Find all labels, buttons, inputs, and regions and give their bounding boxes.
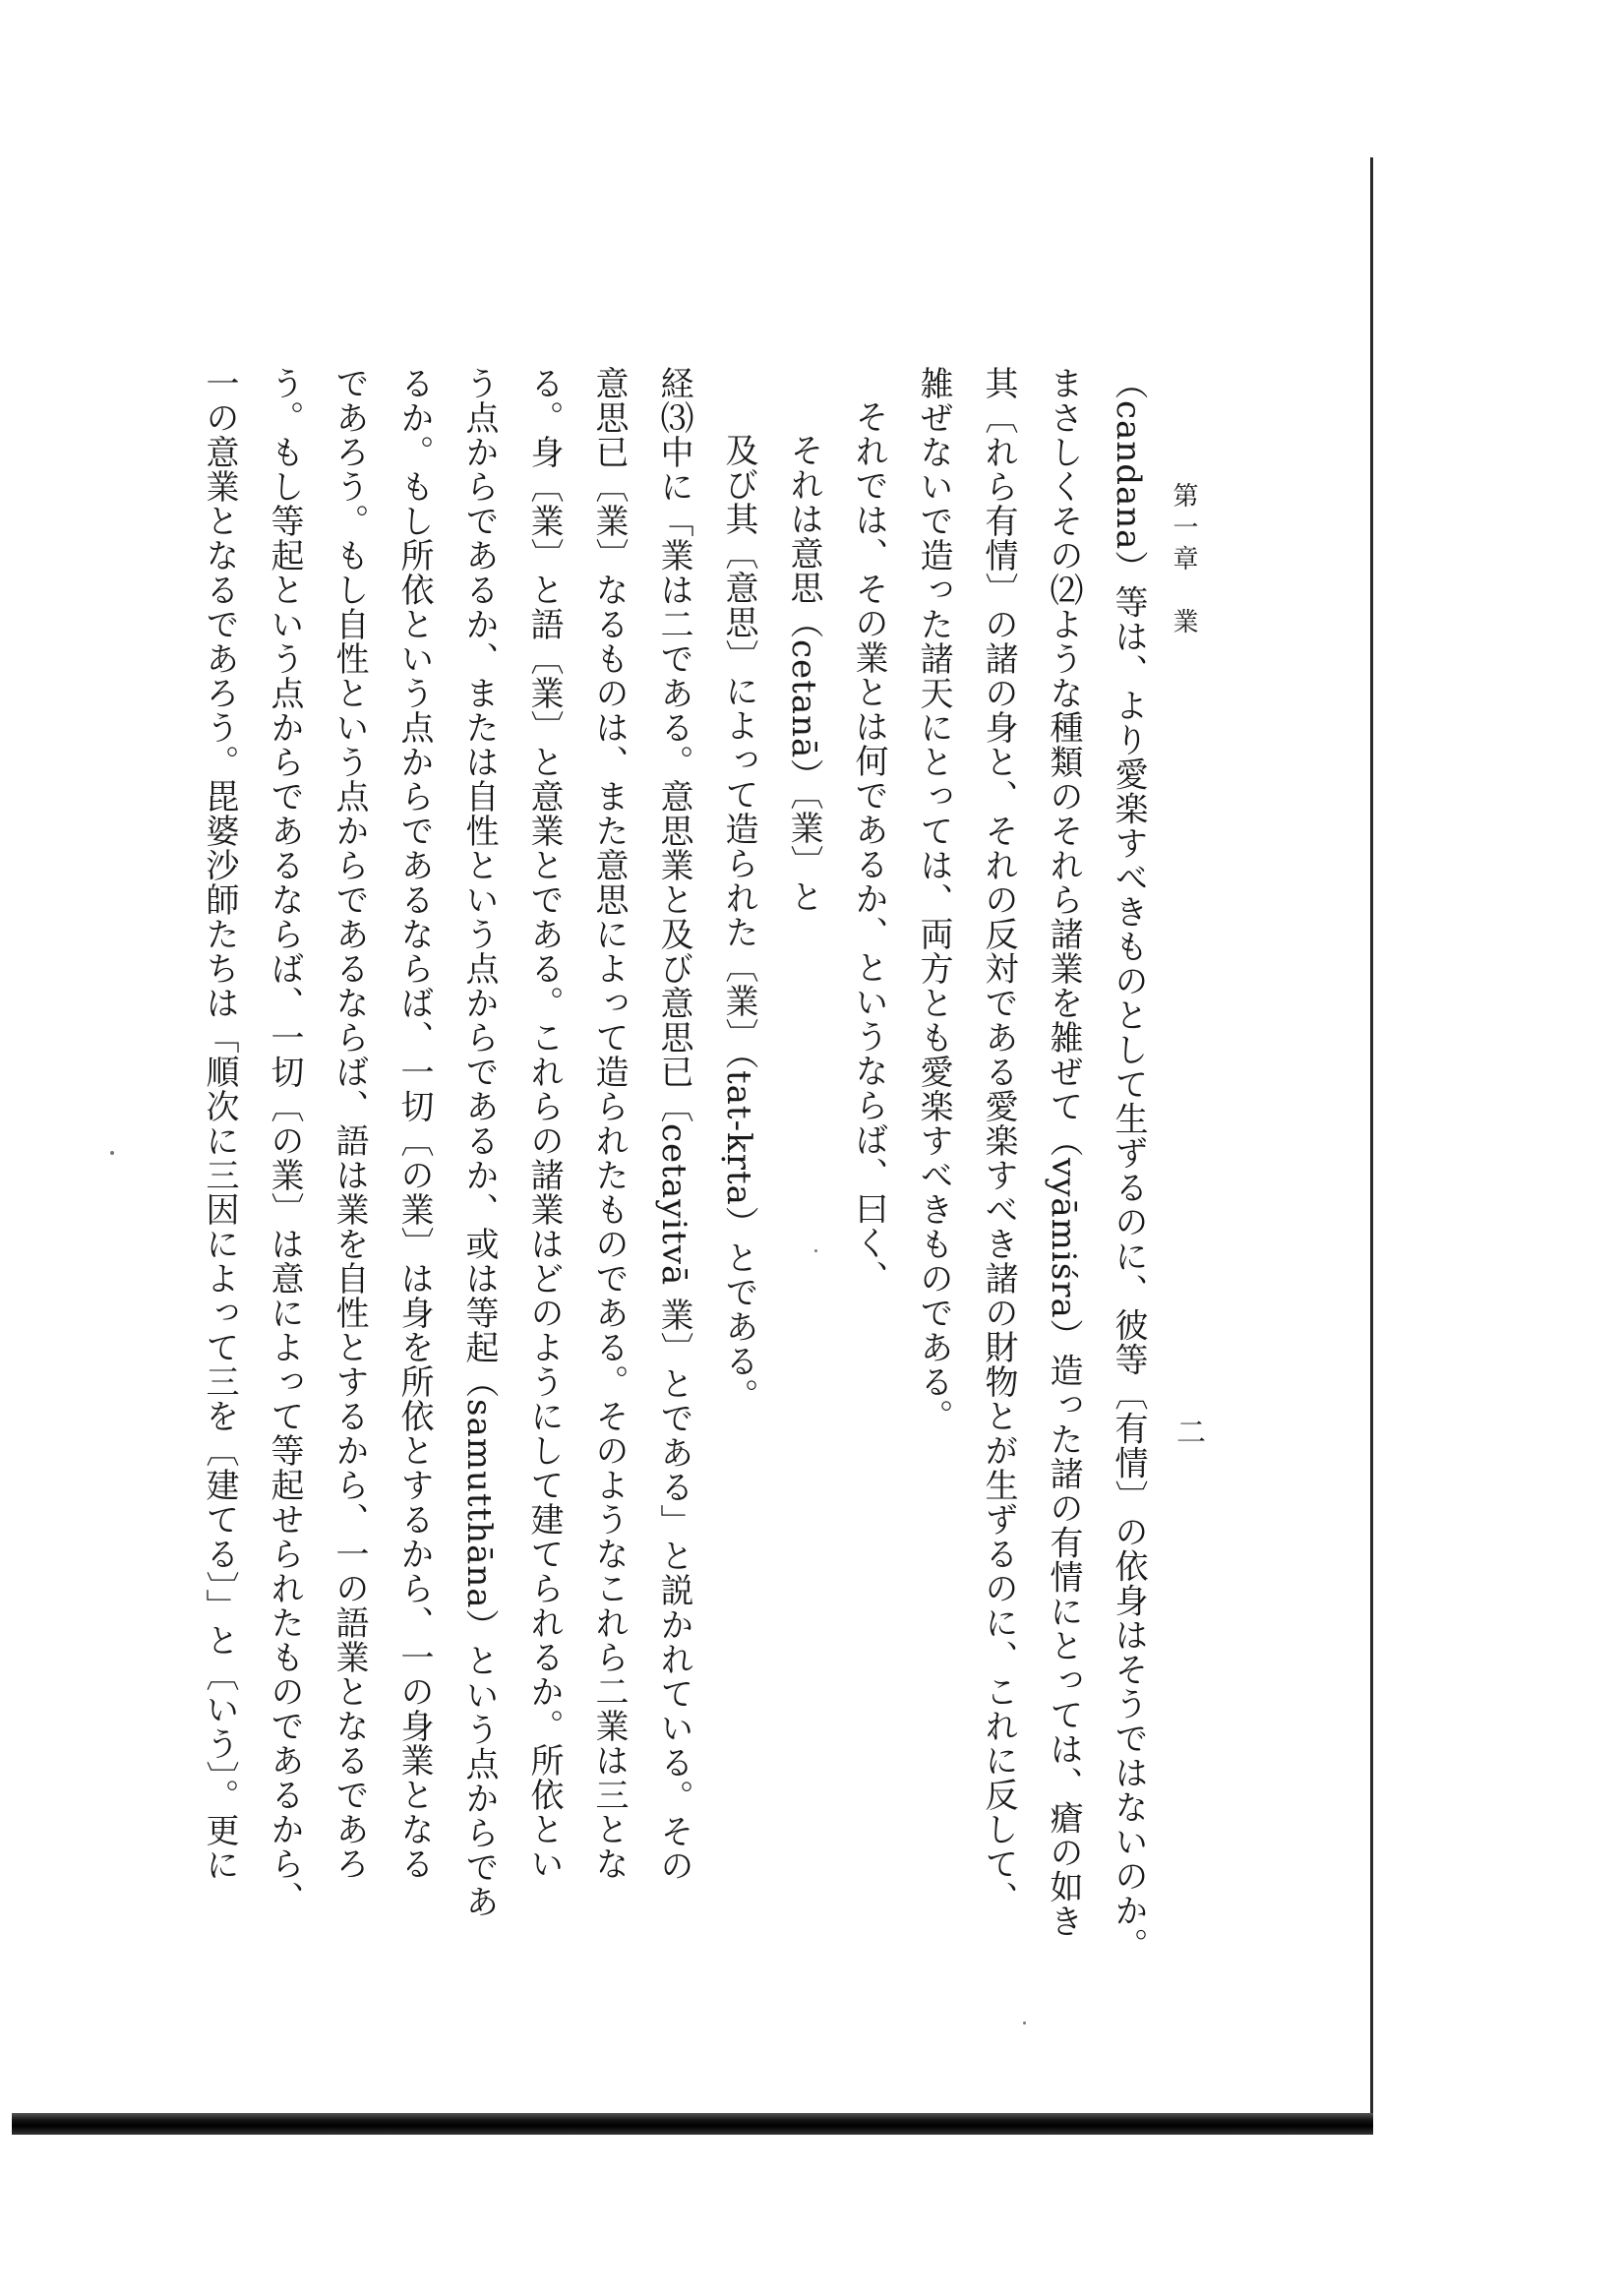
text-line: るか。もし所依という点からであるならば、一切〔の業〕は身を所依とするから、一の身業となる xyxy=(394,366,434,1881)
text-line: る。身〔業〕と語〔業〕と意業とである。これらの諸業はどのようにして建てられるか。所依とい xyxy=(524,366,564,1881)
scan-edge-bottom xyxy=(12,2113,1373,2135)
scan-edge-right xyxy=(1370,157,1373,2115)
body-text xyxy=(187,366,1161,1963)
text-line: う。もし等起という点からであるならば、一切〔の業〕は意によって等起せられたものであるから、 xyxy=(265,366,304,1915)
text-line: う点からであるか、または自性という点からであるか、或は等起（samutthāna）という点からであ xyxy=(459,366,499,1919)
text-line: （candana）等は、より愛楽すべきものとして生ずるのに、彼等〔有情〕の依身はそうではないのか。 xyxy=(1109,366,1148,1963)
scan-speck xyxy=(1023,2022,1026,2024)
page-number: 二 xyxy=(1171,1417,1205,1446)
text-line: まさしくその⑵ような種類のそれら諸業を雑ぜて（vyāmiśra）造った諸の有情にとっては、瘡の如き xyxy=(1044,366,1083,1939)
text-line: 其〔れら有情〕の諸の身と、それの反対である愛楽すべき諸の財物とが生ずるのに、これに反して、 xyxy=(979,366,1018,1915)
text-line: 雑ぜないで造った諸天にとっては、両方とも愛楽すべきものである。 xyxy=(914,366,953,1433)
text-line: 一の意業となるであろう。毘婆沙師たちは「順次に三因によって三を〔建てる〕」と〔いう〕。更に xyxy=(200,366,239,1882)
text-line: であろう。もし自性という点からであるならば、語は業を自性とするから、一の語業となるであろ xyxy=(330,366,369,1881)
text-line: 経⑶中に「業は二である。意思業と及び意思已〔cetayitvā 業〕とである」と説かれている。その xyxy=(654,366,693,1884)
verse-line: 及び其〔意思〕によって造られた〔業〕（tat-kṛta）とである。 xyxy=(719,433,758,1413)
chapter-header: 第一章 業 xyxy=(1169,482,1198,639)
verse-line: それは意思（cetanā）〔業〕と xyxy=(784,433,823,915)
text-line: 意思已〔業〕なるものは、また意思によって造られたものである。そのようなこれら二業は三とな xyxy=(589,366,629,1881)
text-line: それでは、その業とは何であるか、というならば、曰く、 xyxy=(849,399,888,1295)
scan-speck xyxy=(110,1151,114,1155)
